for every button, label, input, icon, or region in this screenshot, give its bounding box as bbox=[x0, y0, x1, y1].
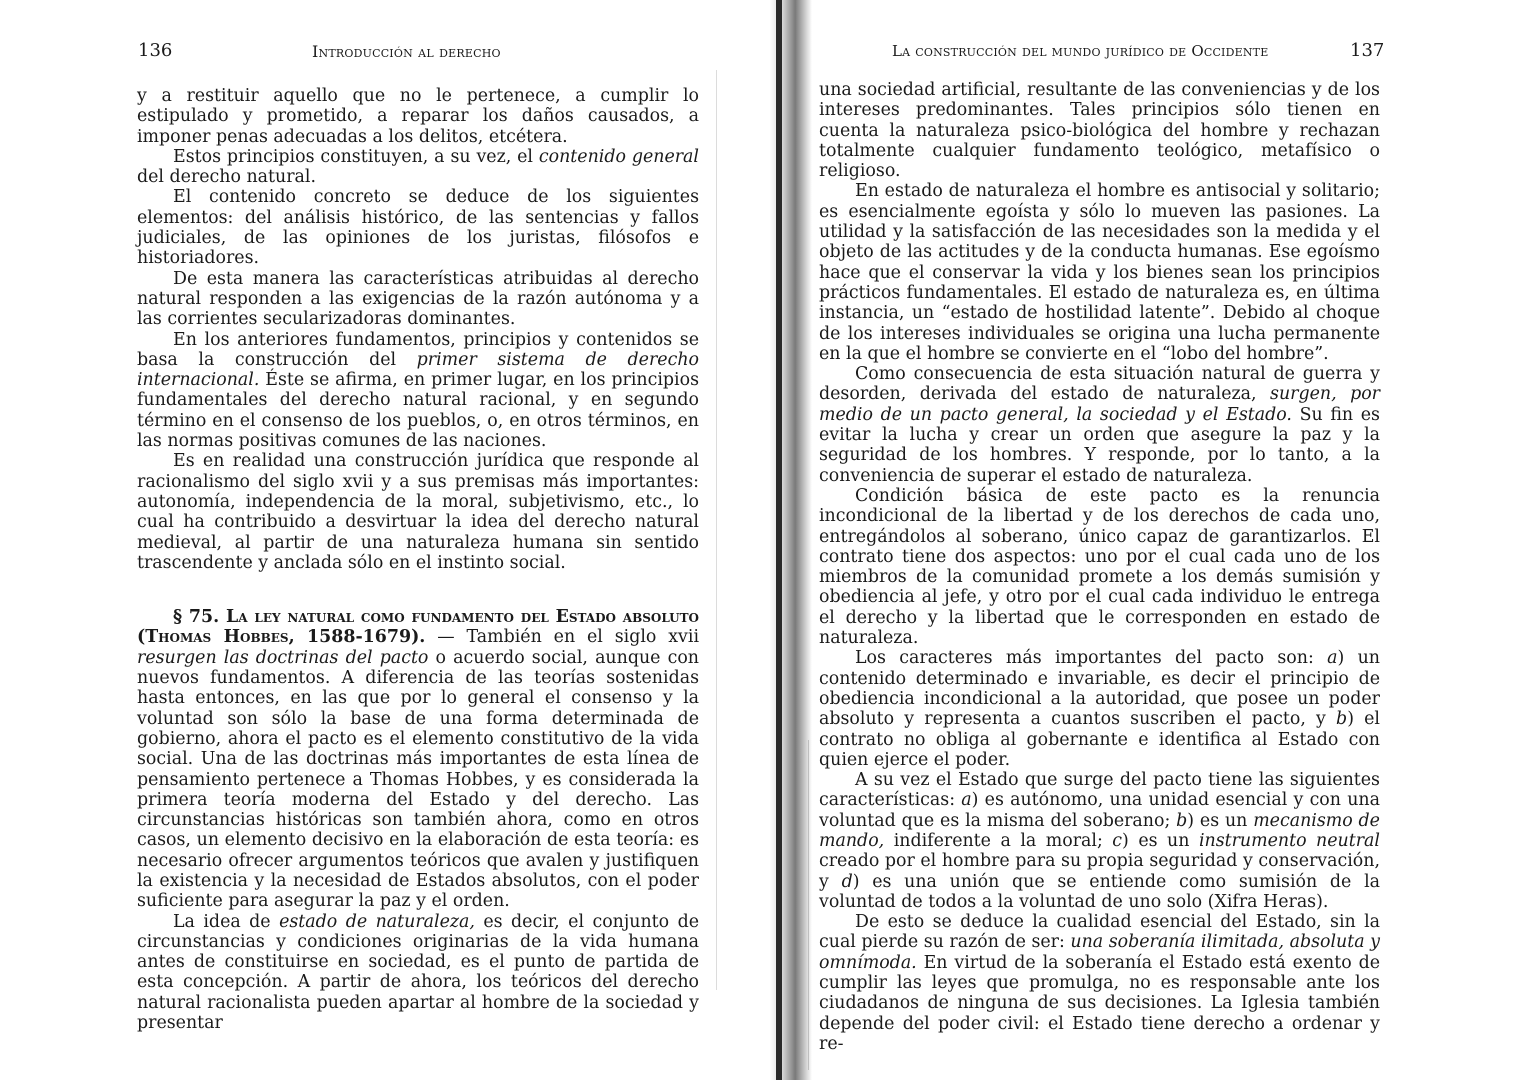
paragraph-r2: En estado de naturaleza el hombre es antisocial y solitario; es esencialmente egoísta y sólo lo mueven las pasiones. La utilidad y la satisfacción de las necesidades son la medida y el objeto de las actitudes y de la conducta humanas. Ese egoísmo hace que el conservar la vida y los bienes sean los principios prácticos fundamentales. El estado de naturaleza es, en última instancia, un “estado de hostilidad latente”. Debido al choque de los intereses individuales se origina una lucha permanente en la que el hombre se convierte en el “lobo del hombre”. bbox=[819, 181, 1380, 364]
paragraph-r4: Condición básica de este pacto es la renuncia incondicional de la libertad y de los derechos de cada uno, entregándolos al soberano, único capaz de garantizarlos. El contrato tiene dos aspectos: uno por el cual cada uno de los miembros de la comunidad promete a los demás sumisión y obediencia al jefe, y otro por el cual cada individuo le entrega el derecho y la libertad que le corresponden en estado de naturaleza. bbox=[819, 485, 1380, 649]
paragraph-r3: Como consecuencia de esta situación natural de guerra y desorden, derivada del estado de naturaleza, surgen, por medio de un pacto general, la sociedad y el Estado. Su fin es evitar la lucha y crear un orden que asegure la paz y la seguridad de los hombres. Y responde, por lo tanto, a la conveniencia de superar el estado de naturaleza. bbox=[819, 364, 1380, 486]
paragraph-r5: Los caracteres más importantes del pacto son: a) un contenido determinado e invariable, es decir el principio de obediencia incondicional a la autoridad, que posee un poder absoluto y representa a cuantos suscriben el pacto, y b) el contrato no obliga al gobernante e identifica al Estado con quien ejerce el poder. bbox=[819, 648, 1380, 770]
paragraph-r1: una sociedad artificial, resultante de las conveniencias y de los intereses predominantes. Tales principios sólo tienen en cuenta la naturaleza psico-biológica del hombre y rechazan totalmente cualquier fundamento teológico, metafísico o religioso. bbox=[819, 80, 1380, 182]
left-text-column bbox=[137, 86, 699, 1033]
right-text-column bbox=[819, 80, 1380, 1054]
right-page bbox=[790, 0, 1526, 1080]
paragraph-p3: El contenido concreto se deduce de los siguientes elementos: del análisis histórico, de las sentencias y fallos judiciales, de las opiniones de los juristas, filósofos e historiadores. bbox=[137, 187, 699, 269]
paragraph-p5: En los anteriores fundamentos, principios y contenidos se basa la construcción del primer sistema de derecho internacional. Éste se afirma, en primer lugar, en los principios fundamentales del derecho natural racional, y en segundo término en el consenso de los pueblos, o, en otros términos, en las normas positivas comunes de las naciones. bbox=[137, 329, 699, 452]
paragraph-p4: De esta manera las características atribuidas al derecho natural responden a las exigencias de la razón autónoma y a las corrientes secularizadoras dominantes. bbox=[137, 268, 699, 330]
paragraph-r7: De esto se deduce la cualidad esencial del Estado, sin la cual pierde su razón de ser: una soberanía ilimitada, absoluta y omnímoda. En virtud de la soberanía el Estado está exento de cumplir las leyes que promulga, no es responsable ante los ciudadanos de ninguna de sus decisiones. La Iglesia también depende del poder civil: el Estado tiene derecho a ordenar y re- bbox=[819, 912, 1380, 1054]
running-header-right: La construcción del mundo jurídico de Occidente bbox=[892, 42, 1269, 60]
paragraph-p2: Estos principios constituyen, a su vez, el contenido general del derecho natural. bbox=[137, 146, 699, 188]
page-number-left: 136 bbox=[138, 40, 173, 61]
running-header-left: Introducción al derecho bbox=[312, 42, 501, 61]
page-number-right: 137 bbox=[1350, 40, 1385, 61]
paragraph-p6: Es en realidad una construcción jurídica que responde al racionalismo del siglo xvii y a sus premisas más importantes: autonomía, independencia de la moral, subjetivismo, etc., lo cual ha contribuido a desvirtuar la idea del derecho natural medieval, al partir de una naturaleza humana sin sentido trascendente y anclada sólo en el instinto social. bbox=[137, 451, 699, 573]
paragraph-p8: La idea de estado de naturaleza, es decir, el conjunto de circunstancias y condiciones originarias de la vida humana antes de constituirse en sociedad, es el punto de partida de esta concepción. A partir de ahora, los teóricos del derecho natural racionalista pueden apartar al hombre de la sociedad y presentar bbox=[137, 911, 699, 1034]
gutter-fold bbox=[776, 0, 782, 1080]
paragraph-r6: A su vez el Estado que surge del pacto tiene las siguientes características: a) es autónomo, una unidad esencial y con una voluntad que es la misma del soberano; b) es un mecanismo de mando, indiferente a la moral; c) es un instrumento neutral creado por el hombre para su propia seguridad y conservación, y d) es una unión que se entiende como sumisión de la voluntad de todos a la voluntad de uno solo (Xifra Heras). bbox=[819, 770, 1381, 912]
paragraph-p7: § 75. La ley natural como fundamento del Estado absoluto (Thomas Hobbes, 1588-1679). — También en el siglo xvii resurgen las doctrinas del pacto o acuerdo social, aunque con nuevos fundamentos. A diferencia de las teorías sostenidas hasta entonces, en las que por lo general el consenso y la voluntad son sólo la base de una forma determinada de gobierno, ahora el pacto es el elemento constitutivo de la vida social. Una de las doctrinas más importantes de esta línea de pensamiento pertenece a Thomas Hobbes, y es considerada la primera teoría moderna del Estado y del derecho. Las circunstancias históricas son también ahora, como en otros casos, un elemento decisivo en la elaboración de esta teoría: es necesario ofrecer argumentos teóricos que avalen y justifiquen la existencia y la necesidad de Estados absolutos, con el poder suficiente para asegurar la paz y el orden. bbox=[137, 607, 700, 912]
left-margin-mark bbox=[716, 70, 717, 990]
paragraph-p1: y a restituir aquello que no le pertenece, a cumplir lo estipulado y prometido, a reparar los daños causados, a imponer penas adecuadas a los delitos, etcétera. bbox=[137, 86, 699, 147]
